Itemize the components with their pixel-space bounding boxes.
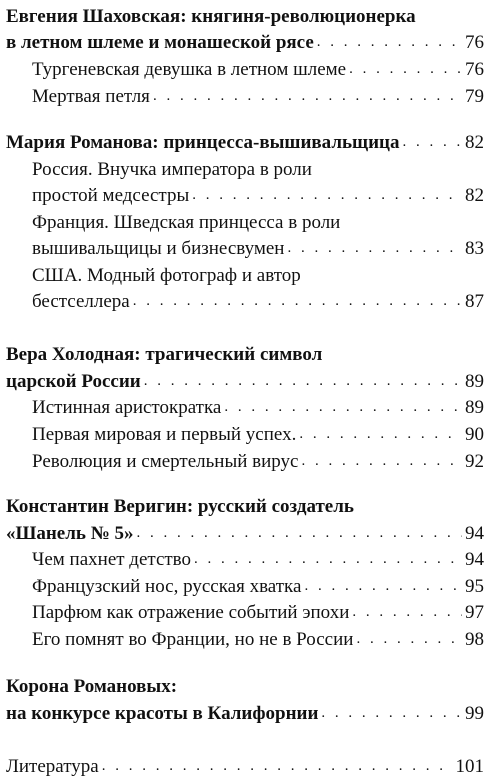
section-heading-line — [6, 517, 484, 543]
entry-title: США. Модный фотограф и автор — [32, 265, 301, 285]
section-heading-text: Вера Холодная: трагический символ — [6, 344, 323, 364]
dot-leader — [224, 400, 462, 415]
page-number: 79 — [465, 86, 484, 106]
page-number: 94 — [465, 523, 484, 543]
section-heading-text: Мария Романова: принцесса-вышивальщица — [6, 132, 400, 152]
dot-leader — [356, 632, 462, 647]
page-number: 82 — [465, 185, 484, 205]
dot-leader — [137, 526, 462, 541]
toc-entry — [32, 179, 484, 205]
section-heading-line — [6, 0, 484, 26]
entry-title: Россия. Внучка императора в роли — [32, 159, 312, 179]
dot-leader — [352, 605, 462, 620]
dot-leader — [349, 62, 462, 77]
toc-entry — [32, 445, 484, 471]
toc-entry — [32, 232, 484, 258]
page-number: 76 — [465, 32, 484, 52]
dot-leader — [287, 241, 462, 256]
entry-title: Тургеневская девушка в летном шлеме — [32, 59, 347, 79]
section-heading-line — [6, 26, 484, 52]
section-heading-text: Константин Веригин: русский создатель — [6, 496, 354, 516]
dot-leader — [321, 706, 462, 721]
page-number: 97 — [465, 602, 484, 622]
entry-title: Чем пахнет детство — [32, 549, 192, 569]
entry-title: Парфюм как отражение событий эпохи — [32, 602, 350, 622]
entry-title: Франция. Шведская принцесса в роли — [32, 212, 341, 232]
section-heading-line — [6, 670, 484, 696]
entry-title: Первая мировая и первый успех. — [32, 424, 297, 444]
page-number: 99 — [465, 703, 484, 723]
entry-title: Его помнят во Франции, но не в России — [32, 629, 354, 649]
page-number: 101 — [455, 756, 484, 776]
entry-title: бестселлера — [32, 291, 130, 311]
page-number: 89 — [465, 397, 484, 417]
section-heading-line — [6, 697, 484, 723]
section-heading-text: Корона Романовых: — [6, 676, 178, 696]
toc-entry — [32, 391, 484, 417]
dot-leader — [301, 454, 462, 469]
dot-leader — [133, 294, 462, 309]
toc-entry — [32, 570, 484, 596]
dot-leader — [192, 188, 462, 203]
entry-title: Мертвая петля — [32, 86, 150, 106]
page-number: 98 — [465, 629, 484, 649]
page-number: 82 — [465, 132, 484, 152]
dot-leader — [194, 552, 462, 567]
dot-leader — [402, 135, 462, 150]
section-heading-line — [6, 126, 484, 152]
section-heading-text: царской России — [6, 371, 141, 391]
section-heading-text: «Шанель № 5» — [6, 523, 134, 543]
page-number: 90 — [465, 424, 484, 444]
page-number: 87 — [465, 291, 484, 311]
dot-leader — [299, 427, 462, 442]
entry-title: простой медсестры — [32, 185, 190, 205]
section-heading-text: на конкурсе красоты в Калифорнии — [6, 703, 319, 723]
toc-entry — [32, 418, 484, 444]
page-number: 89 — [465, 371, 484, 391]
dot-leader — [102, 759, 453, 774]
toc-entry — [32, 80, 484, 106]
toc-entry-line — [32, 206, 484, 232]
page-number: 83 — [465, 238, 484, 258]
page-number: 95 — [465, 576, 484, 596]
section-heading-text: в летном шлеме и монашеской рясе — [6, 32, 314, 52]
dot-leader — [153, 89, 462, 104]
toc-entry-line — [32, 153, 484, 179]
toc-entry-line — [32, 259, 484, 285]
entry-title: вышивальщицы и бизнесвумен — [32, 238, 285, 258]
toc-entry — [6, 750, 484, 776]
toc-entry — [32, 623, 484, 649]
toc-entry — [32, 285, 484, 311]
toc-entry — [32, 543, 484, 569]
section-heading-text: Евгения Шаховская: княгиня-революционерка — [6, 6, 416, 26]
dot-leader — [304, 579, 462, 594]
page-number: 92 — [465, 451, 484, 471]
entry-title: Французский нос, русская хватка — [32, 576, 302, 596]
section-heading-line — [6, 338, 484, 364]
toc-entry — [32, 596, 484, 622]
entry-title: Истинная аристократка — [32, 397, 222, 417]
entry-title: Революция и смертельный вирус — [32, 451, 299, 471]
dot-leader — [144, 374, 462, 389]
section-heading-line — [6, 365, 484, 391]
page-number: 94 — [465, 549, 484, 569]
entry-title: Литература — [6, 756, 99, 776]
dot-leader — [317, 35, 462, 50]
section-heading-line — [6, 490, 484, 516]
page-number: 76 — [465, 59, 484, 79]
toc-entry — [32, 53, 484, 79]
